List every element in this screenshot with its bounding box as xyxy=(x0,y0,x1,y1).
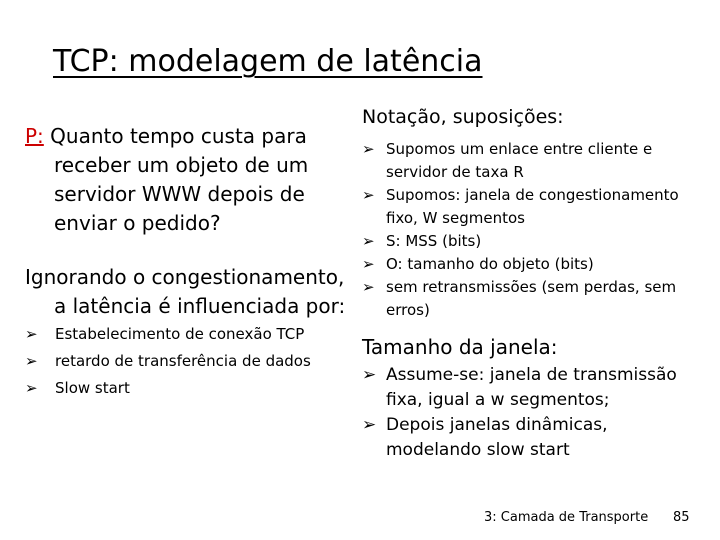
question-label: P: xyxy=(25,124,44,148)
bullet-arrow-icon: ➢ xyxy=(362,278,375,296)
list-item xyxy=(362,276,712,322)
footer-chapter: 3: Camada de Transporte xyxy=(484,510,649,525)
list-item-line-1: S: MSS (bits) xyxy=(386,232,482,250)
list-item xyxy=(362,363,712,413)
list-item-line-1: O: tamanho do objeto (bits) xyxy=(386,255,594,273)
list-item-text: Slow start xyxy=(55,379,130,397)
ignoring-line-2: a latência é influenciada por: xyxy=(54,294,346,318)
question-line-2: receber um objeto de um xyxy=(54,153,309,177)
question-line-1: Quanto tempo custa para xyxy=(50,124,307,148)
list-item-line-2: erros) xyxy=(386,301,430,319)
slide-title: TCP: modelagem de latência xyxy=(53,44,483,79)
list-item-line-1: sem retransmissões (sem perdas, sem xyxy=(386,278,677,296)
list-item xyxy=(362,184,712,230)
list-item-line-2: fixo, W segmentos xyxy=(386,209,525,227)
ignoring-line-1: Ignorando o congestionamento, xyxy=(25,265,345,289)
list-item-line-2: modelando slow start xyxy=(386,440,570,460)
list-item xyxy=(362,413,712,463)
bullet-arrow-icon: ➢ xyxy=(362,365,377,385)
bullet-arrow-icon: ➢ xyxy=(25,352,38,370)
list-item-line-2: servidor de taxa R xyxy=(386,163,524,181)
bullet-arrow-icon: ➢ xyxy=(362,232,375,250)
list-item xyxy=(25,375,311,402)
notation-heading: Notação, suposições: xyxy=(362,106,564,128)
question-line-3: servidor WWW depois de xyxy=(54,182,305,206)
list-item-line-1: Depois janelas dinâmicas, xyxy=(386,415,608,435)
list-item-text: Estabelecimento de conexão TCP xyxy=(55,325,305,343)
list-item-line-1: Supomos: janela de congestionamento xyxy=(386,186,679,204)
list-item xyxy=(362,230,712,253)
bullet-arrow-icon: ➢ xyxy=(362,140,375,158)
list-item xyxy=(25,321,311,348)
list-item-line-1: Assume-se: janela de transmissão xyxy=(386,365,677,385)
list-item xyxy=(362,138,712,184)
bullet-arrow-icon: ➢ xyxy=(362,186,375,204)
bullet-arrow-icon: ➢ xyxy=(25,325,38,343)
list-item xyxy=(362,253,712,276)
bullet-arrow-icon: ➢ xyxy=(25,379,38,397)
bullet-arrow-icon: ➢ xyxy=(362,255,375,273)
window-size-heading: Tamanho da janela: xyxy=(362,335,558,359)
page-number: 85 xyxy=(673,510,690,525)
list-item-text: retardo de transferência de dados xyxy=(55,352,311,370)
list-item xyxy=(25,348,311,375)
ignoring-block xyxy=(25,263,345,321)
notation-list xyxy=(362,138,712,322)
question-block xyxy=(25,122,308,238)
latency-factors-list xyxy=(25,321,311,402)
window-size-list xyxy=(362,363,712,463)
list-item-line-2: fixa, igual a w segmentos; xyxy=(386,390,610,410)
list-item-line-1: Supomos um enlace entre cliente e xyxy=(386,140,653,158)
bullet-arrow-icon: ➢ xyxy=(362,415,377,435)
question-line-4: enviar o pedido? xyxy=(54,211,221,235)
